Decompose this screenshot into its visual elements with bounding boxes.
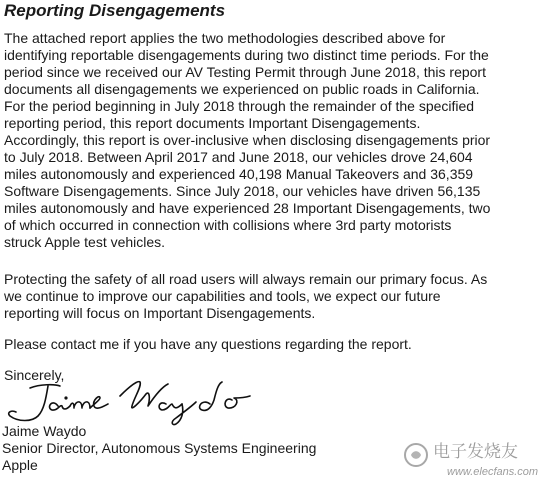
text-line: For the period beginning in July 2018 through the remainder of the specified [4,98,475,114]
text-line: we continue to improve our capabilities and tools, we expect our future [4,288,441,304]
text-line: identifying reportable disengagements during two distinct time periods. For the [4,47,489,63]
text-line: miles autonomously and experienced 40,198 Manual Takeovers and 36,359 [4,166,474,182]
signer-name: Jaime Waydo [2,423,87,439]
text-line: to July 2018. Between April 2017 and June 2018, our vehicles drove 24,604 [4,149,473,165]
text-line: Please contact me if you have any questions regarding the report. [4,336,412,352]
handwritten-signature [0,376,300,428]
signature-block [2,423,316,474]
site-watermark [403,438,538,486]
text-line: miles autonomously and have experienced 28 Important Disengagements, two [4,200,491,216]
closing-salutation: Sincerely, [4,367,65,383]
text-line: documents all disengagements we experienced on public roads in California. [4,81,480,97]
paragraph-safety [4,271,536,322]
text-line: Protecting the safety of all road users will always remain our primary focus. As [4,271,488,287]
text-line: struck Apple test vehicles. [4,234,166,250]
watermark-url-text: www.elecfans.com [447,466,538,478]
paragraph-methodology [4,30,536,251]
text-line: of which occurred in connection with collisions where 3rd party motorists [4,217,452,233]
text-line: reporting will focus on Important Disengagements. [4,305,316,321]
paragraph-contact [4,336,536,353]
section-heading: Reporting Disengagements [4,1,226,20]
text-line: Software Disengagements. Since July 2018, our vehicles have driven 56,135 [4,183,481,199]
text-line: The attached report applies the two methodologies described above for [4,30,446,46]
signer-company: Apple [2,457,38,473]
signer-title: Senior Director, Autonomous Systems Engineering [2,440,317,456]
text-line: Accordingly, this report is over-inclusive when disclosing disengagements prior [4,132,491,148]
watermark-cn-text: 电子发烧友 [433,442,518,462]
text-line: reporting period, this report documents Important Disengagements. [4,115,421,131]
text-line: period since we received our AV Testing Permit through June 2018, this report [4,64,486,80]
elecfans-logo-icon [403,442,429,468]
